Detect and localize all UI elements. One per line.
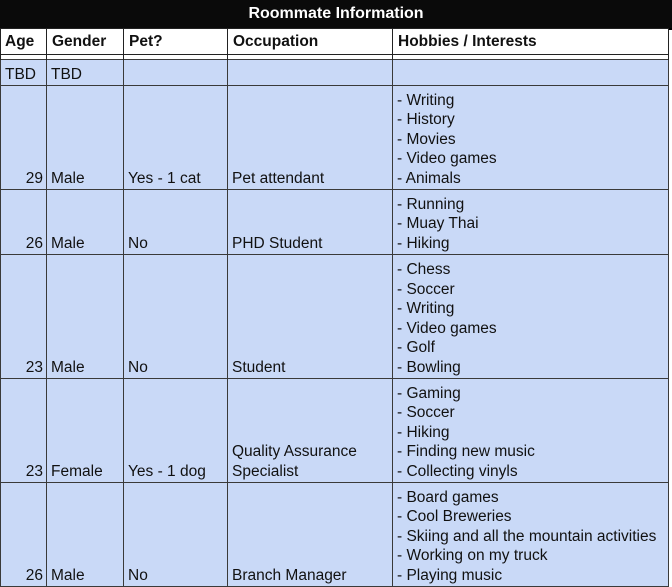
hobby-item: - Hiking [397,423,450,441]
pet-cell: No [124,255,228,379]
hobby-item: - Movies [397,130,456,148]
hobby-item: - Video games [397,150,497,167]
sheet-title: Roommate Information [0,0,672,30]
hobby-item: - Animals [397,169,461,187]
column-header-gender: Gender [47,29,124,55]
hobby-item: - History [397,111,455,128]
hobby-item: - Finding new music [397,443,535,460]
hobbies-cell [393,60,669,86]
hobby-item: - Muay Thai [397,215,479,232]
occupation-cell [228,379,393,483]
hobbies-cell [393,190,669,255]
hobby-item: - Working on my truck [397,547,548,564]
hobby-item: - Bowling [397,358,461,376]
pet-cell: No [124,190,228,255]
age-cell: 26 [1,190,47,255]
pet-cell [124,60,228,86]
gender-cell: Male [47,255,124,379]
hobby-item: - Collecting vinyls [397,462,518,480]
column-header-pet: Pet? [124,29,228,55]
occupation-line: Student [232,358,286,376]
occupation-cell [228,86,393,190]
hobby-item: - Soccer [397,404,455,421]
occupation-line: Branch Manager [232,566,347,584]
hobby-item: - Hiking [397,234,450,252]
age-cell: TBD [1,60,47,86]
gender-cell: Female [47,379,124,483]
hobby-item: - Writing [397,300,455,317]
table-row [1,60,669,86]
table-row [1,483,669,587]
occupation-cell [228,60,393,86]
table-body [1,55,669,587]
hobby-item: - Video games [397,319,497,337]
table-row [1,379,669,483]
hobby-item: - Running [397,195,465,213]
hobby-item: - Playing music [397,566,503,584]
age-cell: 29 [1,86,47,190]
age-cell: 26 [1,483,47,587]
pet-cell: No [124,483,228,587]
column-header-age: Age [1,29,47,55]
column-header-occupation: Occupation [228,29,393,55]
occupation-line: PHD Student [232,234,323,252]
column-header-hobbies: Hobbies / Interests [393,29,669,55]
table-row [1,255,669,379]
hobby-item: - Cool Breweries [397,508,512,525]
age-cell: 23 [1,255,47,379]
hobby-item: - Writing [397,91,455,109]
table-row [1,86,669,190]
hobby-item: - Chess [397,261,451,278]
gender-cell: Male [47,190,124,255]
header-row [1,29,669,55]
gender-cell: TBD [47,60,124,86]
table-row [1,190,669,255]
occupation-line: Pet attendant [232,169,325,187]
occupation-line: Quality Assurance [232,443,357,460]
hobby-item: - Board games [397,488,499,506]
age-cell: 23 [1,379,47,483]
hobbies-cell [393,379,669,483]
hobby-item: - Soccer [397,280,455,298]
hobbies-cell [393,255,669,379]
hobby-item: - Gaming [397,384,461,402]
hobbies-cell [393,86,669,190]
occupation-line: Specialist [232,462,299,480]
occupation-cell [228,483,393,587]
hobby-item: - Golf [397,339,435,356]
pet-cell: Yes - 1 cat [124,86,228,190]
occupation-cell [228,190,393,255]
gender-cell: Male [47,483,124,587]
hobbies-cell [393,483,669,587]
occupation-cell [228,255,393,379]
hobby-item: - Skiing and all the mountain activities [397,527,657,545]
pet-cell: Yes - 1 dog [124,379,228,483]
gender-cell: Male [47,86,124,190]
roommate-table [0,28,669,587]
